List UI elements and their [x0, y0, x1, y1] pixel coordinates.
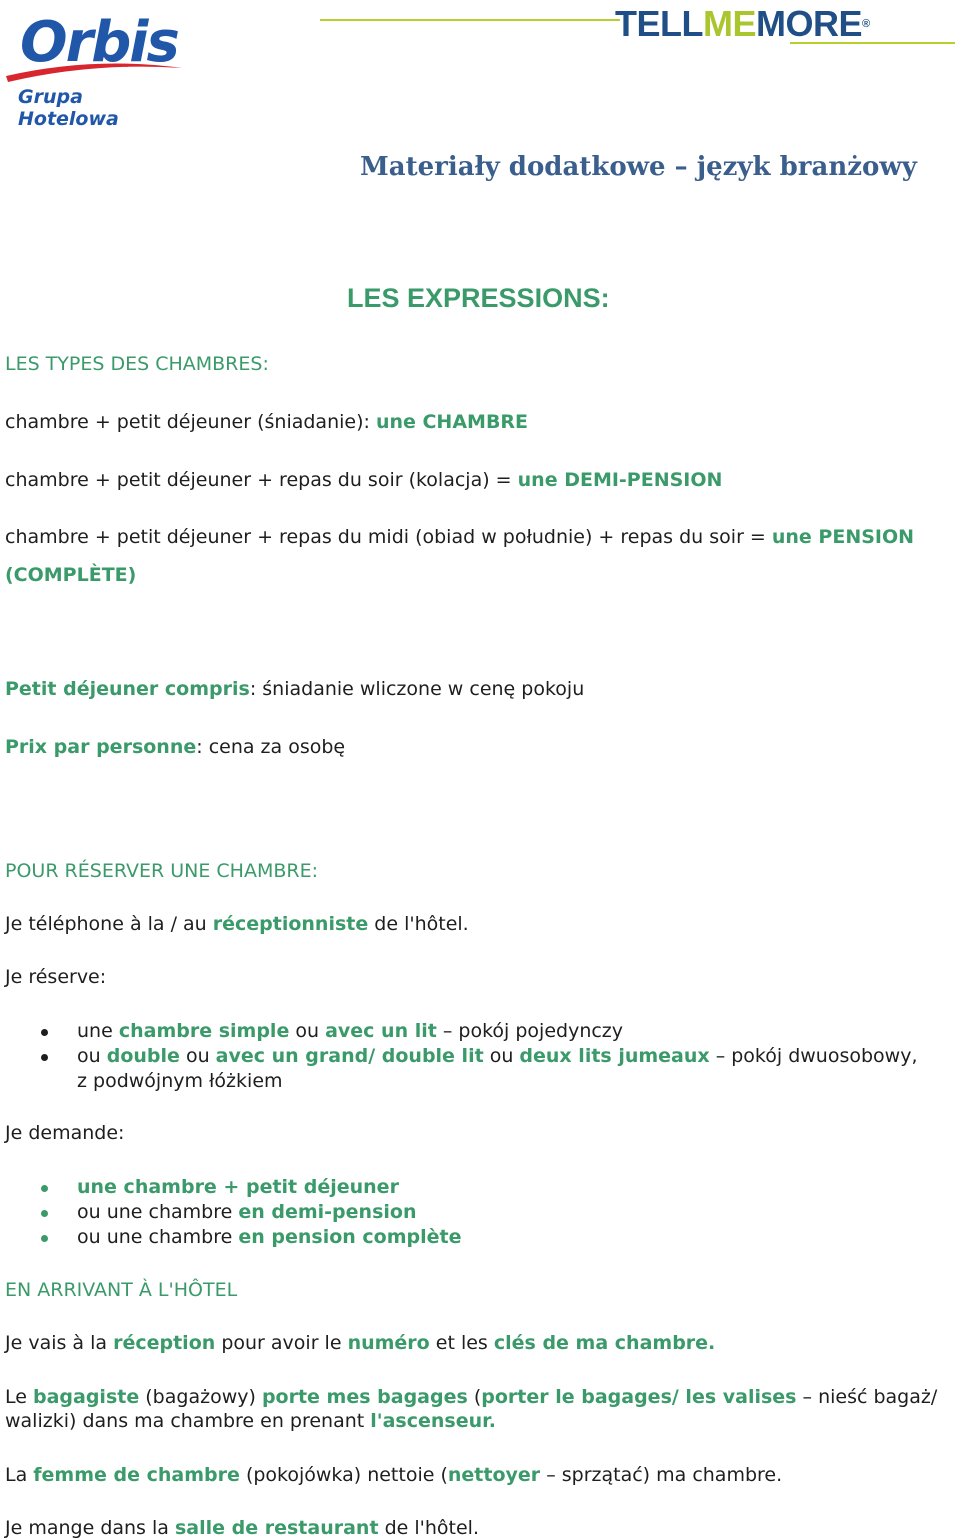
text: (: [467, 1386, 482, 1408]
term: porte mes bagages: [261, 1386, 468, 1408]
type-line-chambre: [5, 410, 528, 434]
type-line-text: chambre + petit déjeuner + repas du midi (obiad w południe) + repas du soir =: [5, 526, 772, 548]
arrivant-bagagiste-line-2: [5, 1409, 496, 1433]
text: – pokój pojedynczy: [436, 1020, 624, 1042]
term: avec un grand/ double lit: [215, 1045, 484, 1067]
arrivant-restaurant-line: [5, 1516, 479, 1540]
orbis-logo-subtitle: Grupa Hotelowa: [18, 86, 119, 130]
list-item: [0, 1044, 927, 1094]
term: deux lits jumeaux: [519, 1045, 710, 1067]
term: chambre simple: [118, 1020, 290, 1042]
prix-translation: : cena za osobę: [196, 736, 346, 758]
compris-term: Petit déjeuner compris: [5, 678, 250, 700]
arrivant-femme-line: [5, 1463, 782, 1487]
type-line-text: chambre + petit déjeuner + repas du soir (kolacja) =: [5, 469, 518, 491]
term: bagagiste: [32, 1386, 140, 1408]
text: ou: [483, 1045, 520, 1067]
text: et les: [429, 1332, 494, 1354]
bullet-icon: [41, 1235, 48, 1242]
bullet-icon: [41, 1185, 48, 1192]
list-item: [0, 1175, 927, 1200]
term: nettoyer: [447, 1464, 541, 1486]
term: une chambre + petit déjeuner: [77, 1176, 399, 1198]
text: La: [5, 1464, 34, 1486]
type-term-complete: (COMPLÈTE): [5, 564, 137, 586]
tellmemore-tell: TELL: [615, 3, 703, 44]
list-item: [0, 1225, 927, 1250]
list-item: [0, 1019, 927, 1044]
text: (bagażowy): [139, 1386, 262, 1408]
text: Je téléphone à la / au: [5, 913, 213, 935]
term: en demi-pension: [238, 1201, 417, 1223]
compris-translation: : śniadanie wliczone w cenę pokoju: [249, 678, 585, 700]
term: l'ascenseur.: [370, 1410, 497, 1432]
text: – nieść bagaż/: [796, 1386, 938, 1408]
prix-term: Prix par personne: [5, 736, 197, 758]
reserve-list: [0, 1019, 927, 1094]
bullet-icon: [41, 1029, 48, 1036]
orbis-swoosh-icon: [4, 58, 184, 84]
text: (pokojówka) nettoie (: [239, 1464, 448, 1486]
term: réception: [113, 1332, 216, 1354]
term: clés de ma chambre.: [493, 1332, 716, 1354]
compris-line: [5, 677, 584, 701]
type-line-demi-pension: [5, 468, 722, 492]
registered-mark: ®: [861, 18, 870, 30]
text: Je vais à la: [5, 1332, 114, 1354]
text: de l'hôtel.: [368, 913, 469, 935]
types-heading: LES TYPES DES CHAMBRES:: [5, 353, 269, 375]
bullet-icon: [41, 1210, 48, 1217]
header-rule-left: [320, 19, 620, 21]
demande-list: [0, 1175, 927, 1250]
section-title: LES EXPRESSIONS:: [347, 283, 610, 313]
tellmemore-logo: [615, 4, 870, 44]
text: ou une chambre: [77, 1226, 239, 1248]
reserve-label: Je réserve:: [5, 966, 107, 988]
text: Le: [5, 1386, 33, 1408]
demande-label: Je demande:: [5, 1122, 125, 1144]
term: numéro: [347, 1332, 430, 1354]
document-title: Materiały dodatkowe – język branżowy: [360, 152, 917, 182]
type-term: une PENSION: [771, 526, 915, 548]
text: de l'hôtel.: [378, 1517, 479, 1539]
reserver-heading: POUR RÉSERVER UNE CHAMBRE:: [5, 860, 318, 882]
text: ou: [77, 1045, 107, 1067]
type-term: une CHAMBRE: [375, 411, 529, 433]
text: une: [77, 1020, 119, 1042]
text: Je mange dans la: [5, 1517, 175, 1539]
arrivant-heading: EN ARRIVANT À L'HÔTEL: [5, 1279, 238, 1301]
term: femme de chambre: [33, 1464, 240, 1486]
tellmemore-more: MORE: [755, 3, 862, 44]
text: – sprzątać) ma chambre.: [540, 1464, 783, 1486]
term: double: [106, 1045, 180, 1067]
orbis-logo-name: Orbis: [20, 10, 178, 75]
text: ou une chambre: [77, 1201, 239, 1223]
text: ou: [179, 1045, 216, 1067]
tellmemore-me: ME: [702, 3, 756, 44]
term: en pension complète: [238, 1226, 462, 1248]
arrivant-bagagiste-line: [5, 1385, 937, 1409]
reserver-telephone-line: [5, 912, 469, 936]
term: avec un lit: [325, 1020, 437, 1042]
text: ou: [289, 1020, 326, 1042]
term: salle de restaurant: [174, 1517, 379, 1539]
type-line-text: chambre + petit déjeuner (śniadanie):: [5, 411, 376, 433]
prix-line: [5, 735, 345, 759]
list-item: [0, 1200, 927, 1225]
type-term: une DEMI-PENSION: [517, 469, 723, 491]
term: réceptionniste: [212, 913, 369, 935]
term: porter le bagages/ les valises: [481, 1386, 797, 1408]
text: walizki) dans ma chambre en prenant: [5, 1410, 371, 1432]
bullet-icon: [41, 1054, 48, 1061]
type-line-pension: [5, 525, 914, 549]
text: – pokój dwuosobowy, z podwójnym łóżkiem: [77, 1045, 918, 1092]
arrivant-reception-line: [5, 1331, 715, 1355]
text: pour avoir le: [215, 1332, 348, 1354]
